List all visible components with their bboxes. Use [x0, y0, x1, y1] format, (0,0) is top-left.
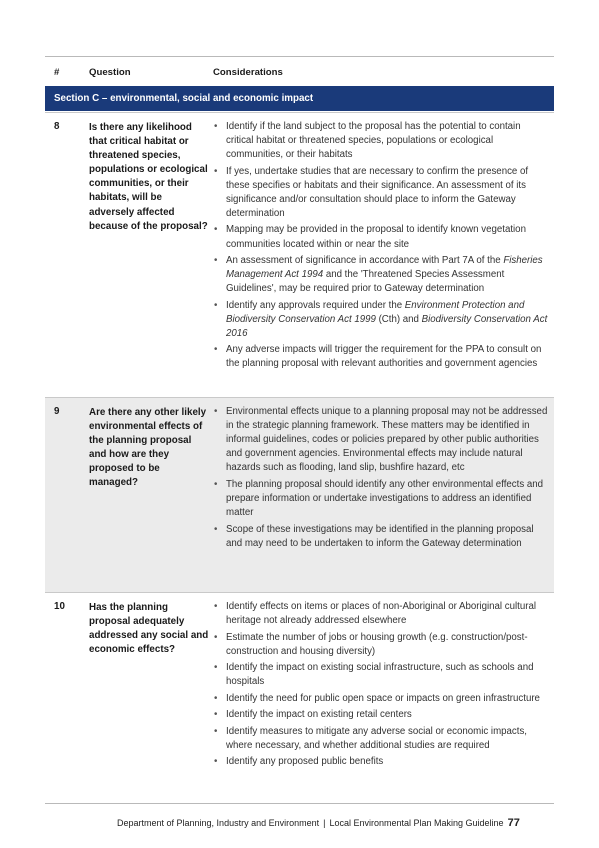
section-heading: Section C – environmental, social and economic impact	[45, 86, 554, 111]
act-title: Fisheries Management Act 1994	[226, 255, 543, 281]
row-question: Has the planning proposal adequately addressed any social and economic effects?	[89, 602, 209, 656]
consideration-item: • Mapping may be provided in the proposal to identify known vegetation communities located within or near the site	[213, 223, 548, 251]
header-considerations: Considerations	[213, 67, 283, 78]
row-number: 8	[54, 121, 60, 132]
consideration-item: • If yes, undertake studies that are necessary to confirm the presence of these specifies or habitats and their significance. An assessment of its significance and/or consultation should place to inform the Gateway determination	[213, 165, 548, 221]
act-title: Environment Protection and Biodiversity Conservation Act 1999	[226, 299, 525, 325]
footer-separator: |	[323, 818, 326, 828]
consideration-item: • Identify if the land subject to the proposal has the potential to contain critical habitat or threatened species, populations or ecological communities, or their habitats	[213, 120, 548, 162]
row-question: Are there any other likely environmental effects of the planning proposal and how are they proposed to be managed?	[89, 407, 207, 489]
considerations-list	[213, 120, 548, 374]
consideration-item: • Identify any proposed public benefits	[213, 755, 548, 769]
consideration-item: • Identify measures to mitigate any adverse social or economic impacts, where necessary, and whether additional studies are required	[213, 725, 548, 753]
consideration-item: • Estimate the number of jobs or housing growth (e.g. construction/post-construction and housing diversity)	[213, 631, 548, 659]
consideration-item: • Identify effects on items or places of non-Aboriginal or Aboriginal cultural heritage not already addressed elsewhere	[213, 600, 548, 628]
consideration-item: • The planning proposal should identify any other environmental effects and prepare information or undertake investigations to address an identified matter	[213, 478, 548, 520]
row-question: Is there any likelihood that critical habitat or threatened species, populations or ecological communities, or their habitats, will be adversely affected because of the proposal?	[89, 122, 208, 232]
consideration-item: • Environmental effects unique to a planning proposal may not be addressed in the strategic planning framework. These matters may be identified in informal guidelines, codes or policies prepared by other public authorities and government agencies. Environmental effects may include natural hazards such as flooding, land slip, bushfire hazard, etc	[213, 405, 548, 475]
top-rule	[45, 56, 554, 57]
page-footer	[117, 817, 520, 829]
consideration-item: • Identify the impact on existing retail centers	[213, 708, 548, 722]
act-title: Biodiversity Conservation Act 2016	[226, 313, 548, 339]
considerations-list	[213, 405, 548, 553]
row-number: 9	[54, 406, 60, 417]
header-number: #	[54, 67, 60, 78]
table-row	[45, 112, 554, 397]
table-row	[45, 397, 554, 592]
consideration-item: • Identify the need for public open space or impacts on green infrastructure	[213, 692, 548, 706]
header-question: Question	[89, 67, 131, 78]
consideration-item: • Identify any approvals required under the Environment Protection and Biodiversity Conservation Act 1999 (Cth) and Biodiversity Conservation Act 2016	[213, 299, 548, 341]
bottom-rule	[45, 803, 554, 804]
table-header	[45, 63, 554, 85]
consideration-item: • Scope of these investigations may be identified in the planning proposal and may need to be undertaken to inform the Gateway determination	[213, 523, 548, 551]
consideration-item: • Any adverse impacts will trigger the requirement for the PPA to consult on the planning proposal with relevant authorities and government agencies	[213, 343, 548, 371]
table-row	[45, 592, 554, 803]
page-number: 77	[507, 817, 520, 829]
consideration-item: • Identify the impact on existing social infrastructure, such as schools and hospitals	[213, 661, 548, 689]
footer-guideline-title: Local Environmental Plan Making Guideline	[329, 818, 504, 828]
footer-department: Department of Planning, Industry and Environment	[117, 818, 320, 828]
row-number: 10	[54, 601, 65, 612]
consideration-item: • An assessment of significance in accordance with Part 7A of the Fisheries Management Act 1994 and the 'Threatened Species Assessment Guidelines', may be required prior to Gateway determination	[213, 254, 548, 296]
considerations-list	[213, 600, 548, 772]
